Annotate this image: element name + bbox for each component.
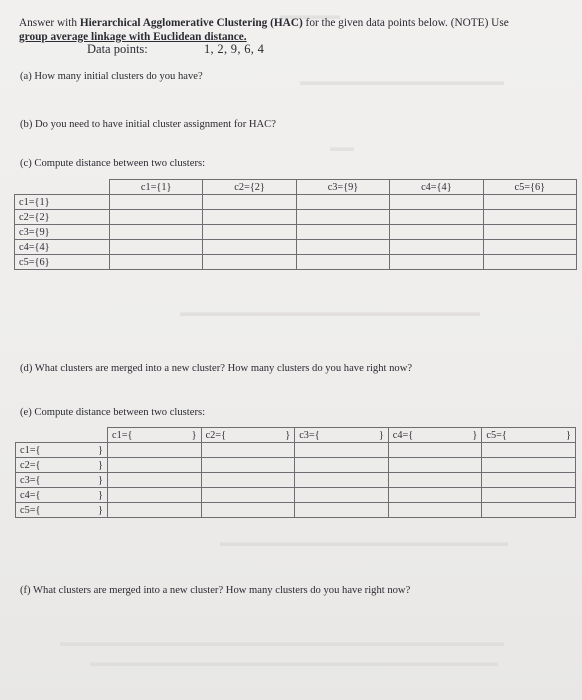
answer-cell[interactable] <box>110 210 203 225</box>
answer-cell[interactable] <box>296 210 389 225</box>
question-b: (b) Do you need to have initial cluster assignment for HAC? <box>20 119 276 130</box>
row-header-close: } <box>98 444 103 456</box>
question-a: (a) How many initial clusters do you have? <box>20 71 203 82</box>
answer-cell[interactable] <box>203 240 296 255</box>
answer-cell[interactable] <box>390 255 483 270</box>
answer-cell[interactable] <box>390 195 483 210</box>
answer-cell[interactable] <box>110 240 203 255</box>
column-header: c4={4} <box>390 180 483 195</box>
table-row <box>16 488 576 503</box>
table-row <box>16 443 576 458</box>
table-row <box>15 195 577 210</box>
table-header-row <box>16 428 576 443</box>
column-header[interactable] <box>295 428 389 443</box>
column-header[interactable] <box>108 428 202 443</box>
answer-cell[interactable] <box>203 255 296 270</box>
table-row <box>15 255 577 270</box>
column-header-close: } <box>472 429 478 441</box>
data-points-label: Data points: <box>87 42 148 56</box>
answer-cell[interactable] <box>296 255 389 270</box>
row-header-close: } <box>98 459 103 471</box>
question-c: (c) Compute distance between two clusters: <box>20 158 206 169</box>
method-name: Hierarchical Agglomerative Clustering (HAC) <box>79 17 303 29</box>
column-header-open: c5={ <box>486 429 507 441</box>
column-header-close: } <box>191 429 197 441</box>
instructions <box>19 16 509 30</box>
row-header-close: } <box>98 474 103 486</box>
answer-cell[interactable] <box>295 488 389 503</box>
column-header: c3={9} <box>296 180 389 195</box>
answer-cell[interactable] <box>388 503 482 518</box>
column-header[interactable] <box>482 428 576 443</box>
column-header-open: c2={ <box>205 429 227 441</box>
answer-cell[interactable] <box>388 473 482 488</box>
answer-cell[interactable] <box>108 503 202 518</box>
answer-cell[interactable] <box>483 195 576 210</box>
answer-cell[interactable] <box>203 210 296 225</box>
answer-cell[interactable] <box>110 255 203 270</box>
answer-cell[interactable] <box>388 443 482 458</box>
answer-cell[interactable] <box>482 443 576 458</box>
column-header-open: c1={ <box>112 429 133 441</box>
answer-cell[interactable] <box>110 195 203 210</box>
row-header[interactable] <box>16 473 108 488</box>
answer-cell[interactable] <box>108 488 202 503</box>
data-points-values: 1, 2, 9, 6, 4 <box>204 42 265 56</box>
answer-cell[interactable] <box>203 195 296 210</box>
answer-cell[interactable] <box>388 488 482 503</box>
row-header-open: c3={ <box>20 474 41 486</box>
question-d: (d) What clusters are merged into a new cluster? How many clusters do you have right now? <box>20 363 413 374</box>
column-header[interactable] <box>201 428 295 443</box>
table-row <box>16 503 576 518</box>
row-header: c4={4} <box>15 240 110 255</box>
column-header-close: } <box>378 429 384 441</box>
row-header-close: } <box>98 504 103 516</box>
answer-cell[interactable] <box>201 473 295 488</box>
distance-table-2 <box>15 427 576 518</box>
column-header-close: } <box>285 429 291 441</box>
answer-cell[interactable] <box>201 458 295 473</box>
row-header-open: c1={ <box>20 444 41 456</box>
instructions-suffix: for the given data points below. (NOTE) Use <box>302 17 509 29</box>
answer-cell[interactable] <box>483 225 576 240</box>
table-header-row <box>15 180 577 195</box>
answer-cell[interactable] <box>483 210 576 225</box>
answer-cell[interactable] <box>483 240 576 255</box>
column-header: c2={2} <box>203 180 296 195</box>
table-corner <box>16 428 108 443</box>
column-header-open: c3={ <box>299 429 320 441</box>
answer-cell[interactable] <box>295 473 389 488</box>
table-row <box>16 473 576 488</box>
answer-cell[interactable] <box>108 473 202 488</box>
answer-cell[interactable] <box>296 195 389 210</box>
answer-cell[interactable] <box>482 458 576 473</box>
column-header-close: } <box>566 429 571 441</box>
answer-cell[interactable] <box>296 240 389 255</box>
instructions-prefix: Answer with <box>19 17 80 29</box>
answer-cell[interactable] <box>390 240 483 255</box>
table-row <box>16 458 576 473</box>
column-header-open: c4={ <box>392 429 414 441</box>
row-header: c3={9} <box>15 225 110 240</box>
row-header: c5={6} <box>15 255 110 270</box>
answer-cell[interactable] <box>203 225 296 240</box>
table-row <box>15 240 577 255</box>
column-header: c5={6} <box>483 180 576 195</box>
row-header[interactable] <box>16 488 108 503</box>
question-e: (e) Compute distance between two clusters: <box>20 407 206 418</box>
distance-table-1 <box>14 179 577 270</box>
question-f: (f) What clusters are merged into a new cluster? How many clusters do you have right now? <box>20 585 411 596</box>
answer-cell[interactable] <box>108 458 202 473</box>
answer-cell[interactable] <box>201 503 295 518</box>
answer-cell[interactable] <box>483 255 576 270</box>
answer-cell[interactable] <box>388 458 482 473</box>
row-header-close: } <box>98 489 103 501</box>
answer-cell[interactable] <box>108 443 202 458</box>
row-header[interactable] <box>16 503 108 518</box>
row-header: c1={1} <box>15 195 110 210</box>
row-header: c2={2} <box>15 210 110 225</box>
row-header[interactable] <box>16 458 108 473</box>
column-header[interactable] <box>388 428 482 443</box>
column-header: c1={1} <box>110 180 203 195</box>
linkage-note: group average linkage with Euclidean distance. <box>19 31 247 43</box>
answer-cell[interactable] <box>295 458 389 473</box>
answer-cell[interactable] <box>201 488 295 503</box>
row-header-open: c5={ <box>20 504 41 516</box>
answer-cell[interactable] <box>482 503 576 518</box>
answer-cell[interactable] <box>110 225 203 240</box>
answer-cell[interactable] <box>296 225 389 240</box>
answer-cell[interactable] <box>482 473 576 488</box>
row-header-open: c4={ <box>20 489 41 501</box>
answer-cell[interactable] <box>295 503 389 518</box>
answer-cell[interactable] <box>390 225 483 240</box>
table-row <box>15 210 577 225</box>
answer-cell[interactable] <box>201 443 295 458</box>
answer-cell[interactable] <box>482 488 576 503</box>
row-header-open: c2={ <box>20 459 41 471</box>
row-header[interactable] <box>16 443 108 458</box>
answer-cell[interactable] <box>295 443 389 458</box>
answer-cell[interactable] <box>390 210 483 225</box>
table-row <box>15 225 577 240</box>
table-corner <box>15 180 110 195</box>
